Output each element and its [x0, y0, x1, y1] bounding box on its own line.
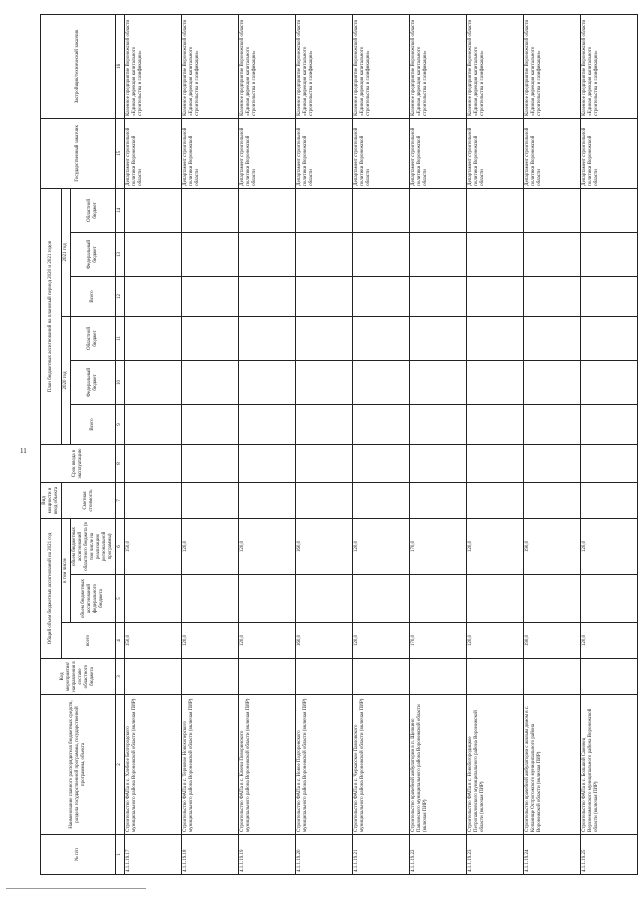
cell-zastroy: Казенное предприятие Воронежской области «Единая дирекция капитального строительства и газификации»	[410, 14, 467, 118]
cell-oblast: 120,0	[353, 518, 410, 574]
header-2021: 2021 год	[62, 188, 71, 316]
cell-num: 4.1.1.19.23	[467, 835, 524, 875]
cell-empty	[410, 232, 467, 276]
table-row	[581, 14, 638, 874]
cell-name: Строительство ФАПа в с. Новобогородицкое Петропавловского муниципального района Воронежской области (включая ПИР)	[467, 695, 524, 835]
header-2020-total: Всего	[71, 404, 116, 444]
cell-oblast: 120,0	[182, 518, 239, 574]
cell-zakazchik: Департамент строительной политики Воронежской области	[410, 118, 467, 188]
cell-total: 160,0	[296, 623, 353, 659]
header-capacity-group: Вид мощности и ввод объекта	[41, 482, 62, 518]
cell-empty	[296, 360, 353, 404]
cell-empty	[410, 188, 467, 232]
cell-zastroy: Казенное предприятие Воронежской области «Единая дирекция капитального строительства и газификации»	[353, 14, 410, 118]
cell-empty	[125, 444, 182, 482]
col-number: 12	[116, 276, 125, 316]
cell-empty	[296, 316, 353, 360]
header-2021-obl: Областной бюджет	[71, 188, 116, 232]
table-row	[125, 14, 182, 874]
cell-empty	[296, 188, 353, 232]
header-code: Код мероприятия/направления в составе областного бюджета	[41, 659, 116, 695]
cell-empty	[353, 482, 410, 518]
cell-empty	[353, 404, 410, 444]
cell-empty	[410, 360, 467, 404]
cell-name: Строительство ФАПа в с. Черкасское Павловского муниципального района Воронежской области (включая ПИР)	[353, 695, 410, 835]
cell-empty	[353, 444, 410, 482]
cell-empty	[524, 360, 581, 404]
cell-empty	[524, 659, 581, 695]
cell-empty	[182, 444, 239, 482]
cell-empty	[353, 360, 410, 404]
cell-zakazchik: Департамент строительной политики Воронежской области	[125, 118, 182, 188]
cell-name: Строительство ФАПа в с. Ключи Поворинского муниципального района Воронежской области (включая ПИР)	[239, 695, 296, 835]
cell-zakazchik: Департамент строительной политики Воронежской области	[353, 118, 410, 188]
cell-empty	[239, 659, 296, 695]
cell-empty	[410, 276, 467, 316]
cell-oblast: 120,0	[239, 518, 296, 574]
cell-empty	[410, 659, 467, 695]
cell-empty	[296, 482, 353, 518]
col-number: 5	[116, 575, 125, 623]
header-2020-fed: Федеральный бюджет	[71, 360, 116, 404]
cell-empty	[524, 404, 581, 444]
cell-name: Строительство ФАПа в с. Новое Подгоренского муниципального района Воронежской области (включая ПИР)	[296, 695, 353, 835]
cell-oblast: 120,0	[467, 518, 524, 574]
cell-empty	[410, 316, 467, 360]
cell-empty	[581, 188, 638, 232]
cell-empty	[524, 444, 581, 482]
cell-empty	[524, 316, 581, 360]
cell-empty	[125, 188, 182, 232]
cell-empty	[353, 659, 410, 695]
cell-zakazchik: Департамент строительной политики Воронежской области	[581, 118, 638, 188]
cell-empty	[524, 575, 581, 623]
cell-empty	[467, 316, 524, 360]
cell-zastroy: Казенное предприятие Воронежской области «Единая дирекция капитального строительства и газификации»	[239, 14, 296, 118]
cell-empty	[296, 276, 353, 316]
col-number: 11	[116, 316, 125, 360]
cell-empty	[524, 276, 581, 316]
cell-name: Строительство ФАПа в с. Терновое Новохоперского муниципального района Воронежской области (включая ПИР)	[182, 695, 239, 835]
cell-empty	[125, 404, 182, 444]
cell-zakazchik: Департамент строительной политики Воронежской области	[182, 118, 239, 188]
cell-empty	[581, 659, 638, 695]
footer-rule	[6, 888, 146, 889]
cell-empty	[296, 404, 353, 444]
cell-name: Строительство врачебной амбулатории в п. Щепкино Павловского муниципального района Воронежской области (включая ПИР)	[410, 695, 467, 835]
cell-zastroy: Казенное предприятие Воронежской области «Единая дирекция капитального строительства и газификации»	[182, 14, 239, 118]
header-developer: Застройщик/технический заказчик	[41, 14, 116, 118]
cell-empty	[125, 316, 182, 360]
table-row	[467, 14, 524, 874]
cell-empty	[296, 232, 353, 276]
cell-zastroy: Казенное предприятие Воронежской области «Единая дирекция капитального строительства и газификации»	[125, 14, 182, 118]
cell-empty	[182, 360, 239, 404]
cell-oblast: 170,0	[410, 518, 467, 574]
header-plan-group: План бюджетных ассигнований на плановый период 2020 и 2021 годов	[41, 188, 62, 444]
cell-empty	[239, 276, 296, 316]
cell-empty	[581, 276, 638, 316]
cell-empty	[239, 444, 296, 482]
cell-empty	[581, 404, 638, 444]
cell-empty	[125, 360, 182, 404]
cell-empty	[467, 360, 524, 404]
col-number: 2	[116, 695, 125, 835]
header-in-that: в том числе	[62, 518, 71, 622]
header-volume-group: Общий объем бюджетных ассигнований на 2021 год	[41, 518, 62, 658]
cell-empty	[182, 575, 239, 623]
table-row	[239, 14, 296, 874]
col-number: 13	[116, 232, 125, 276]
cell-empty	[353, 316, 410, 360]
cell-num: 4.1.1.19.18	[182, 835, 239, 875]
header-total: всего	[62, 623, 116, 659]
cell-empty	[125, 482, 182, 518]
header-2021-total: Всего	[71, 276, 116, 316]
cell-empty	[581, 482, 638, 518]
cell-empty	[125, 575, 182, 623]
cell-empty	[182, 482, 239, 518]
cell-oblast: 160,0	[296, 518, 353, 574]
cell-oblast: 150,0	[125, 518, 182, 574]
cell-total: 120,0	[182, 623, 239, 659]
cell-empty	[239, 482, 296, 518]
cell-num: 4.1.1.19.19	[239, 835, 296, 875]
cell-empty	[524, 482, 581, 518]
cell-num: 4.1.1.19.22	[410, 835, 467, 875]
col-number: 16	[116, 14, 125, 118]
cell-empty	[182, 659, 239, 695]
col-number: 14	[116, 188, 125, 232]
cell-zastroy: Казенное предприятие Воронежской области «Единая дирекция капитального строительства и газификации»	[524, 14, 581, 118]
table-row	[182, 14, 239, 874]
cell-empty	[467, 659, 524, 695]
cell-total: 120,0	[239, 623, 296, 659]
header-name: Наименование главного распорядителя бюджетных средств, раздела государственной программы, государственной программы, объекта	[41, 695, 116, 835]
cell-empty	[239, 575, 296, 623]
header-row-1	[41, 14, 62, 874]
col-number: 8	[116, 444, 125, 482]
header-customer: Государственный заказчик	[41, 118, 116, 188]
col-number: 1	[116, 835, 125, 875]
cell-empty	[467, 575, 524, 623]
cell-empty	[296, 575, 353, 623]
cell-empty	[182, 188, 239, 232]
header-num: № п/п	[41, 835, 116, 875]
cell-empty	[581, 232, 638, 276]
cell-empty	[581, 360, 638, 404]
cell-empty	[467, 232, 524, 276]
cell-empty	[182, 316, 239, 360]
cell-total: 190,0	[524, 623, 581, 659]
column-number-row	[116, 14, 125, 874]
cell-num: 4.1.1.19.24	[524, 835, 581, 875]
cell-empty	[467, 482, 524, 518]
cell-empty	[353, 276, 410, 316]
table-row	[296, 14, 353, 874]
cell-zakazchik: Департамент строительной политики Воронежской области	[239, 118, 296, 188]
cell-empty	[239, 360, 296, 404]
cell-empty	[125, 232, 182, 276]
cell-oblast: 190,0	[524, 518, 581, 574]
cell-empty	[524, 232, 581, 276]
cell-name: Строительство ФАПа в с. Хлебное Белгородского муниципального района Воронежской области (включая ПИР)	[125, 695, 182, 835]
cell-total: 170,0	[410, 623, 467, 659]
cell-zakazchik: Департамент строительной политики Воронежской области	[296, 118, 353, 188]
cell-empty	[296, 659, 353, 695]
cell-empty	[524, 188, 581, 232]
cell-empty	[467, 444, 524, 482]
cell-total: 120,0	[467, 623, 524, 659]
col-number: 3	[116, 659, 125, 695]
cell-oblast: 120,0	[581, 518, 638, 574]
rotated-table-sheet	[40, 15, 600, 875]
cell-empty	[467, 276, 524, 316]
cell-empty	[410, 482, 467, 518]
col-number: 10	[116, 360, 125, 404]
cell-total: 120,0	[353, 623, 410, 659]
cell-empty	[125, 659, 182, 695]
col-number: 9	[116, 404, 125, 444]
cell-empty	[353, 575, 410, 623]
cell-empty	[410, 575, 467, 623]
header-2020-obl: Областной бюджет	[71, 316, 116, 360]
cell-zastroy: Казенное предприятие Воронежской области «Единая дирекция капитального строительства и газификации»	[467, 14, 524, 118]
cell-num: 4.1.1.19.20	[296, 835, 353, 875]
cell-empty	[239, 316, 296, 360]
cell-total: 120,0	[581, 623, 638, 659]
cell-empty	[353, 232, 410, 276]
col-number: 4	[116, 623, 125, 659]
cell-total: 150,0	[125, 623, 182, 659]
header-term: Срок ввода в эксплуатацию	[41, 444, 116, 482]
cell-name: Строительство ФАПа в с. Большой Самовец Верхнемамонского муниципального района Воронежской области (включая ПИР)	[581, 695, 638, 835]
cell-empty	[353, 188, 410, 232]
table-row	[410, 14, 467, 874]
cell-zastroy: Казенное предприятие Воронежской области «Единая дирекция капитального строительства и газификации»	[581, 14, 638, 118]
investment-table	[40, 14, 638, 875]
cell-empty	[239, 232, 296, 276]
cell-zakazchik: Департамент строительной политики Воронежской области	[524, 118, 581, 188]
cell-name: Строительство врачебной амбулатории с жилым домом в с. Копанище Острогожского муниципального района Воронежской области (включая ПИР)	[524, 695, 581, 835]
table-row	[524, 14, 581, 874]
cell-empty	[410, 444, 467, 482]
cell-num: 4.1.1.19.17	[125, 835, 182, 875]
cell-empty	[581, 575, 638, 623]
header-cost: Сметная стоимость	[62, 482, 116, 518]
header-2021-fed: Федеральный бюджет	[71, 232, 116, 276]
cell-empty	[239, 404, 296, 444]
page-number: 11	[20, 447, 27, 455]
cell-empty	[467, 188, 524, 232]
header-fed-volume: объем бюджетных ассигнований федерального бюджета	[71, 575, 116, 623]
col-number: 6	[116, 518, 125, 574]
cell-empty	[239, 188, 296, 232]
table-row	[353, 14, 410, 874]
cell-empty	[182, 404, 239, 444]
cell-num: 4.1.1.19.21	[353, 835, 410, 875]
cell-num: 4.1.1.19.25	[581, 835, 638, 875]
cell-empty	[182, 276, 239, 316]
header-obl-volume: объем бюджетных ассигнований областного бюджета (в том числе на реализацию региональной программы)	[71, 518, 116, 574]
cell-empty	[581, 316, 638, 360]
cell-empty	[467, 404, 524, 444]
cell-empty	[182, 232, 239, 276]
col-number: 15	[116, 118, 125, 188]
cell-empty	[125, 276, 182, 316]
cell-empty	[581, 444, 638, 482]
cell-zastroy: Казенное предприятие Воронежской области «Единая дирекция капитального строительства и газификации»	[296, 14, 353, 118]
header-2020: 2020 год	[62, 316, 71, 444]
cell-empty	[296, 444, 353, 482]
col-number: 7	[116, 482, 125, 518]
cell-empty	[410, 404, 467, 444]
cell-zakazchik: Департамент строительной политики Воронежской области	[467, 118, 524, 188]
